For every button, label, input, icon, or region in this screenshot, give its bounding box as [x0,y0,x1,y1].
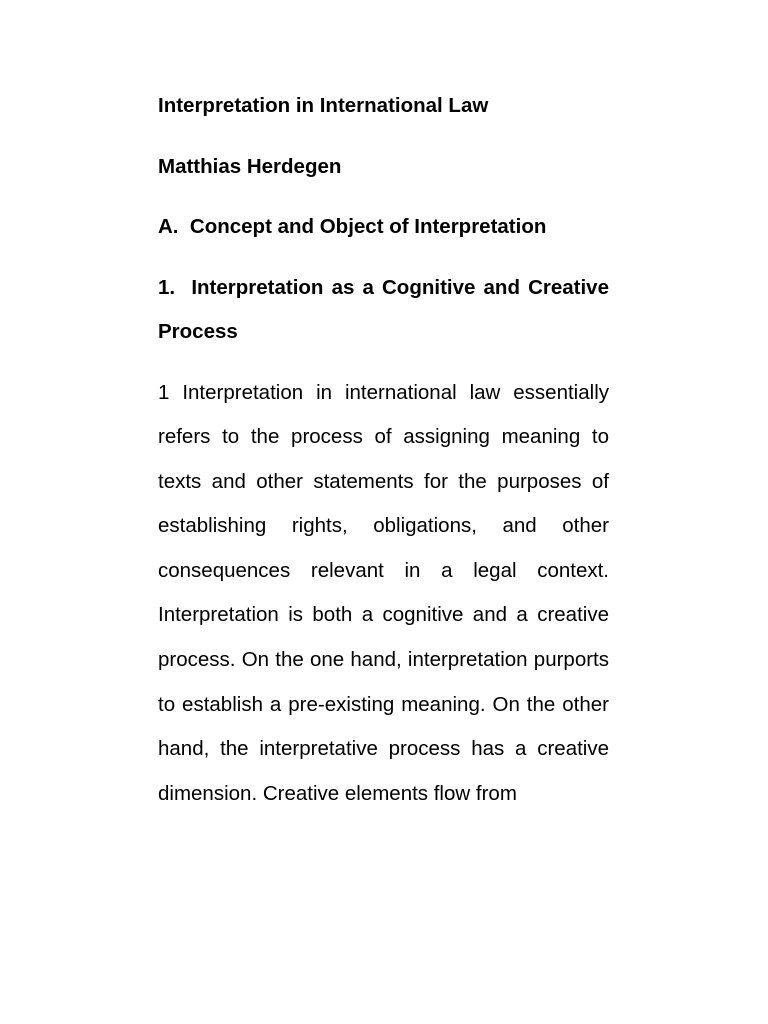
subsection-heading: 1. Interpretation as a Cognitive and Creative Process [158,275,615,343]
document-page [158,84,615,816]
document-title: Interpretation in International Law [158,94,489,117]
section-heading: A. Concept and Object of Interpretation [158,215,547,238]
document-author: Matthias Herdegen [158,154,342,178]
body-paragraph: 1 Interpretation in international law essentially refers to the process of assigning meaning to texts and other statements for the purposes of establishing rights, obligations, and other consequences relevant in a legal context. Interpretation is both a cognitive and a creative process. On the one hand, interpretation purports to establish a pre-existing meaning. On the other hand, the interpretative process has a creative dimension. Creative elements flow from [158,380,609,805]
